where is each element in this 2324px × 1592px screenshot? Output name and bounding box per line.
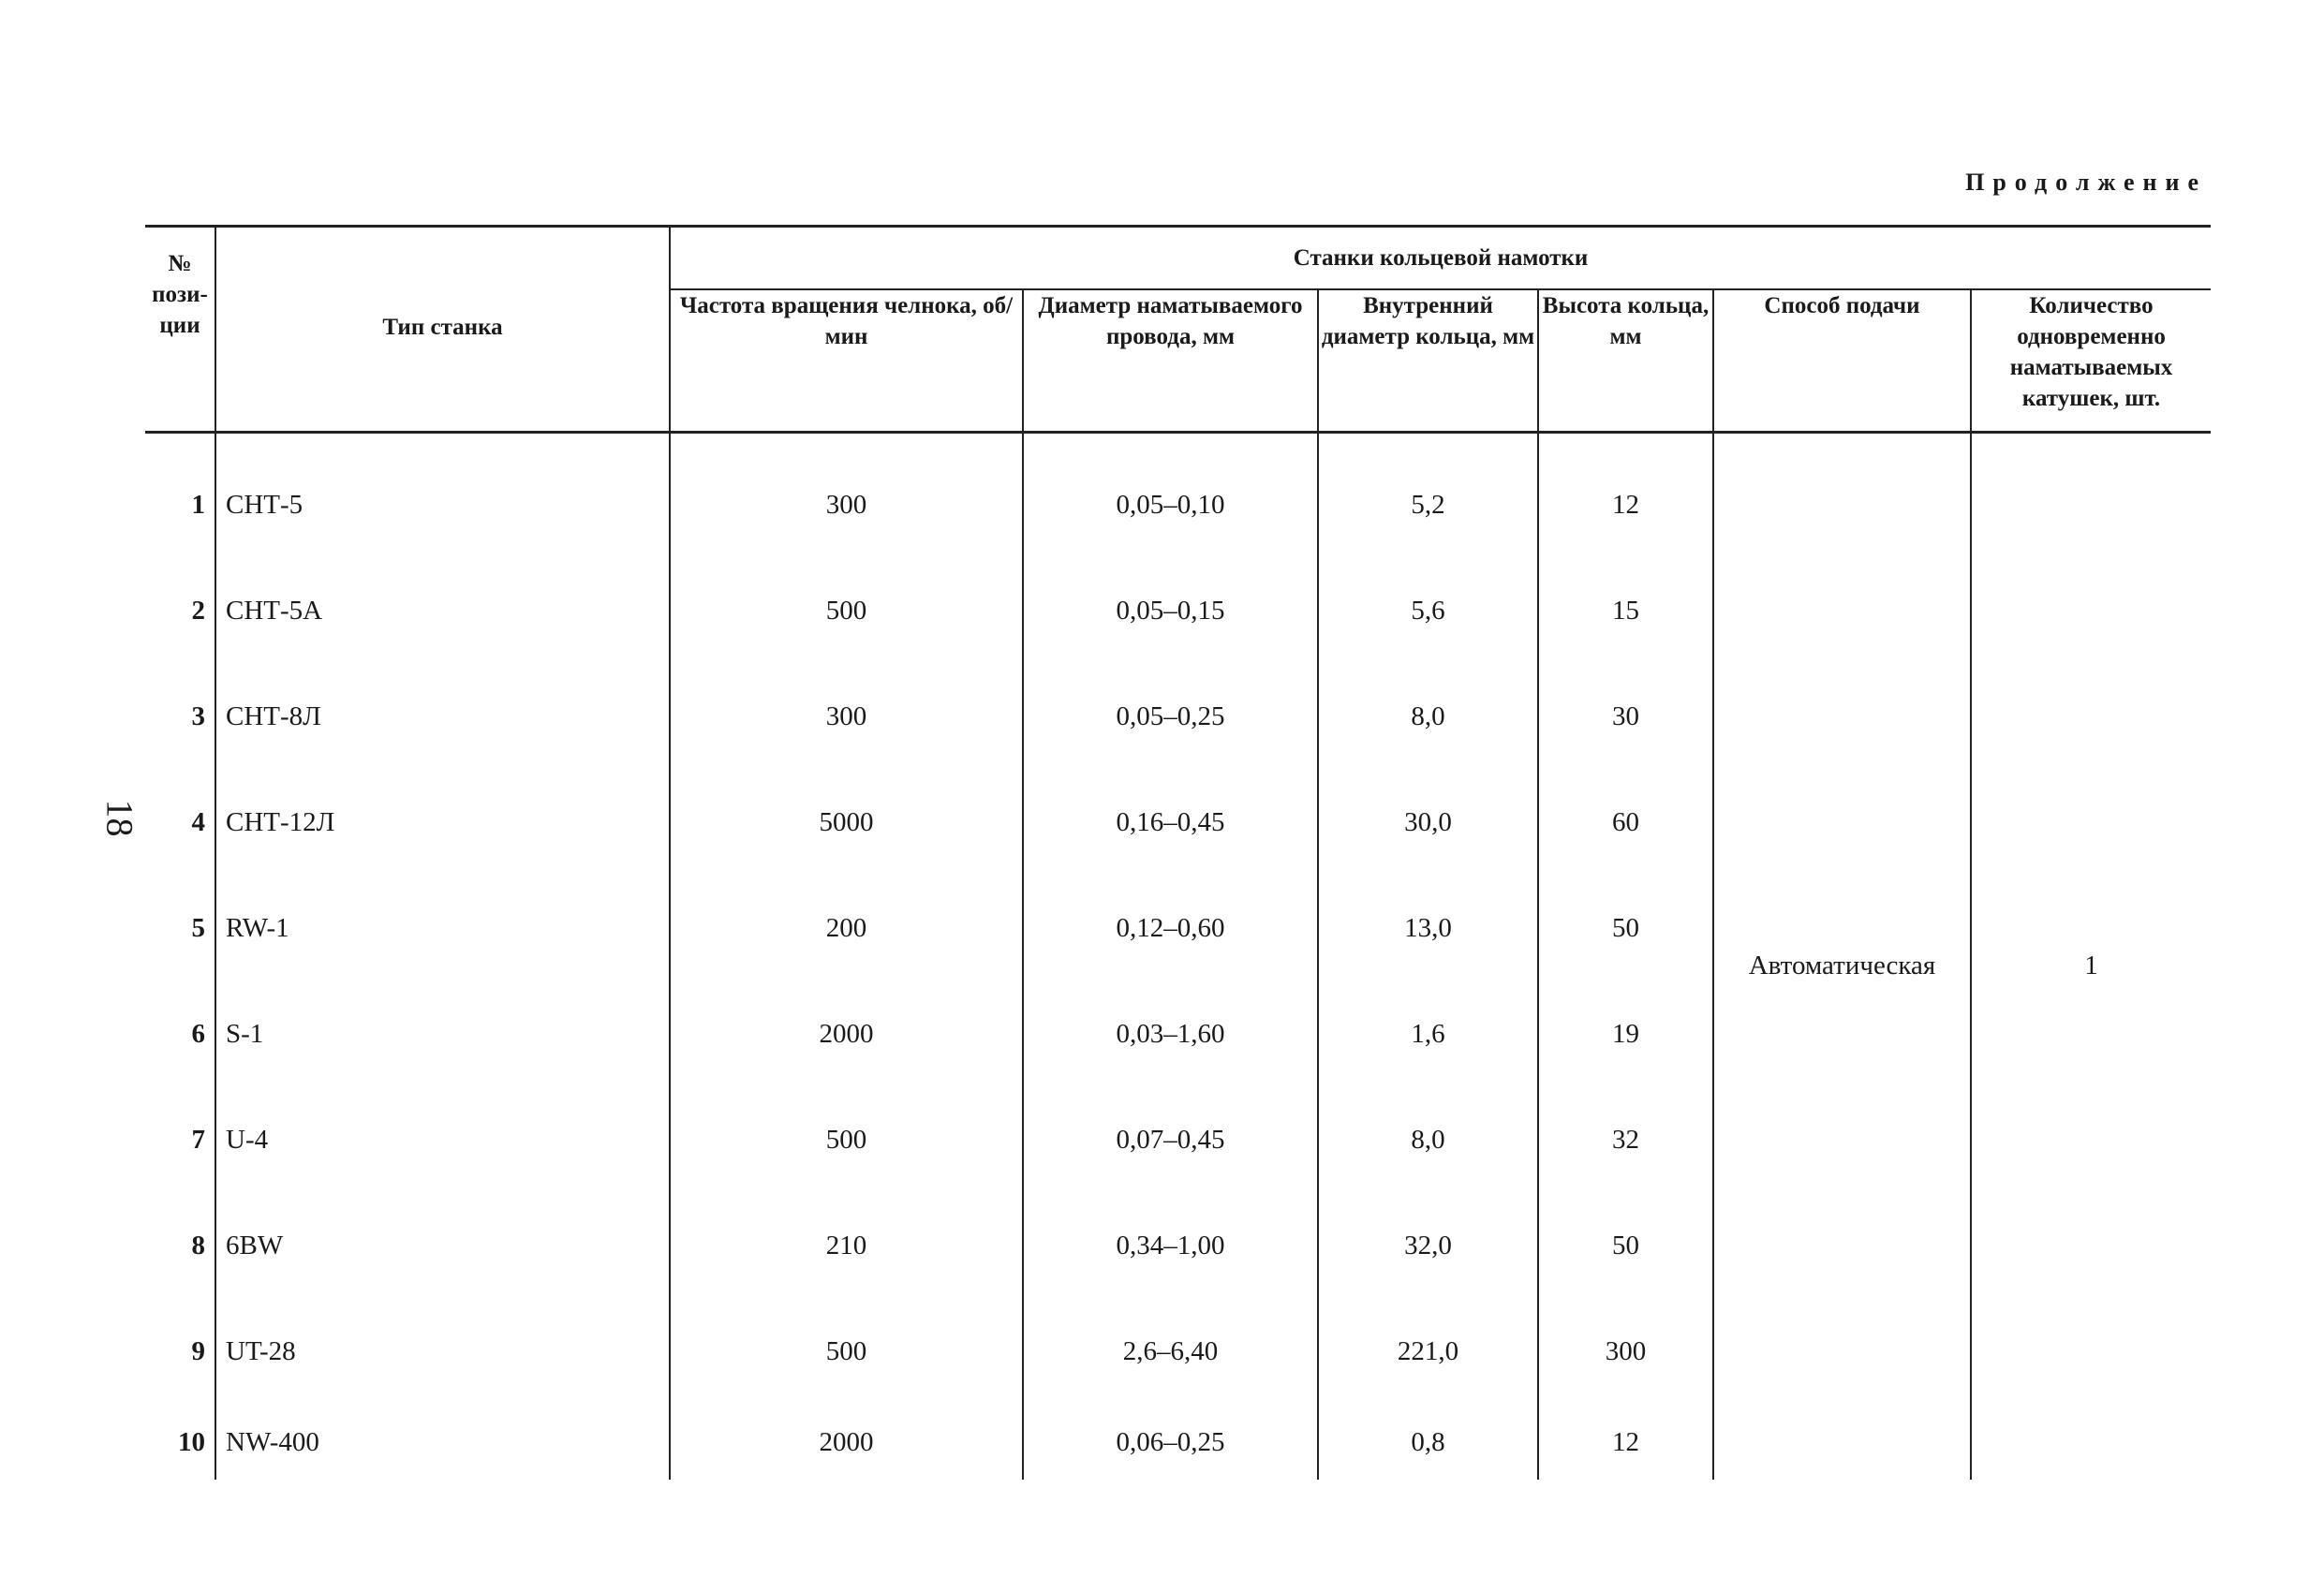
cell-ring-height: 60 <box>1538 770 1713 876</box>
cell-machine-type: S-1 <box>215 981 670 1087</box>
cell-ring-height: 50 <box>1538 1193 1713 1299</box>
cell-wire-diameter: 0,34–1,00 <box>1023 1193 1318 1299</box>
header-inner-diameter: Внутренний диаметр кольца, мм <box>1318 289 1538 433</box>
cell-ring-height: 19 <box>1538 981 1713 1087</box>
cell-ring-height: 30 <box>1538 664 1713 770</box>
cell-ring-height: 300 <box>1538 1299 1713 1405</box>
cell-position-no: 6 <box>191 1019 205 1049</box>
cell-inner-diameter: 32,0 <box>1318 1193 1538 1299</box>
header-position-no: № пози-ции <box>145 227 215 433</box>
cell-position-no: 5 <box>191 913 205 943</box>
cell-rotation-speed: 300 <box>670 433 1023 559</box>
table-row <box>145 433 2211 559</box>
cell-inner-diameter: 221,0 <box>1318 1299 1538 1405</box>
cell-rotation-speed: 2000 <box>670 981 1023 1087</box>
cell-ring-height: 32 <box>1538 1087 1713 1193</box>
header-feed-method: Способ подачи <box>1713 289 1971 433</box>
cell-wire-diameter: 0,05–0,10 <box>1023 433 1318 559</box>
cell-rotation-speed: 210 <box>670 1193 1023 1299</box>
cell-wire-diameter: 0,12–0,60 <box>1023 876 1318 981</box>
machines-table <box>145 225 2211 1480</box>
cell-ring-height: 12 <box>1538 1405 1713 1480</box>
cell-rotation-speed: 500 <box>670 1299 1023 1405</box>
cell-wire-diameter: 0,06–0,25 <box>1023 1405 1318 1480</box>
cell-position-no: 9 <box>191 1336 205 1366</box>
table-body <box>145 433 2211 1481</box>
continuation-label: Продолжение <box>1965 169 2207 196</box>
cell-position-no: 8 <box>191 1231 205 1260</box>
page-number: 18 <box>98 799 141 837</box>
cell-inner-diameter: 5,6 <box>1318 558 1538 664</box>
cell-inner-diameter: 1,6 <box>1318 981 1538 1087</box>
cell-position-no: 7 <box>191 1125 205 1155</box>
cell-position-no: 4 <box>191 807 205 837</box>
cell-machine-type: СНТ-12Л <box>215 770 670 876</box>
cell-rotation-speed: 300 <box>670 664 1023 770</box>
cell-machine-type: NW-400 <box>215 1405 670 1480</box>
cell-wire-diameter: 0,05–0,15 <box>1023 558 1318 664</box>
cell-position-no: 3 <box>191 701 205 731</box>
cell-machine-type: СНТ-5А <box>215 558 670 664</box>
cell-rotation-speed: 500 <box>670 558 1023 664</box>
cell-machine-type: СНТ-5 <box>215 433 670 559</box>
cell-ring-height: 50 <box>1538 876 1713 981</box>
cell-inner-diameter: 30,0 <box>1318 770 1538 876</box>
cell-machine-type: RW-1 <box>215 876 670 981</box>
cell-machine-type: СНТ-8Л <box>215 664 670 770</box>
cell-wire-diameter: 0,16–0,45 <box>1023 770 1318 876</box>
cell-machine-type: 6BW <box>215 1193 670 1299</box>
cell-wire-diameter: 0,05–0,25 <box>1023 664 1318 770</box>
header-wire-diameter: Диаметр наматываемого провода, мм <box>1023 289 1318 433</box>
cell-machine-type: UT-28 <box>215 1299 670 1405</box>
cell-machine-type: U-4 <box>215 1087 670 1193</box>
cell-inner-diameter: 13,0 <box>1318 876 1538 981</box>
table-header <box>145 227 2211 433</box>
cell-position-no: 10 <box>178 1426 205 1457</box>
cell-coil-count: 1 <box>1971 433 2211 1481</box>
cell-ring-height: 12 <box>1538 433 1713 559</box>
cell-inner-diameter: 0,8 <box>1318 1405 1538 1480</box>
cell-rotation-speed: 200 <box>670 876 1023 981</box>
header-group-ring-winding: Станки кольцевой намотки <box>670 227 2211 290</box>
header-ring-height: Высота кольца, мм <box>1538 289 1713 433</box>
cell-rotation-speed: 2000 <box>670 1405 1023 1480</box>
cell-inner-diameter: 8,0 <box>1318 1087 1538 1193</box>
header-rotation-speed: Частота вращения челнока, об/мин <box>670 289 1023 433</box>
cell-position-no: 2 <box>191 596 205 626</box>
cell-wire-diameter: 2,6–6,40 <box>1023 1299 1318 1405</box>
cell-wire-diameter: 0,07–0,45 <box>1023 1087 1318 1193</box>
header-machine-type: Тип станка <box>215 227 670 433</box>
cell-feed-method: Автоматическая <box>1713 433 1971 1481</box>
cell-inner-diameter: 8,0 <box>1318 664 1538 770</box>
header-coil-count: Количество одновременно наматываемых катушек, шт. <box>1971 289 2211 433</box>
cell-inner-diameter: 5,2 <box>1318 433 1538 559</box>
cell-wire-diameter: 0,03–1,60 <box>1023 981 1318 1087</box>
cell-ring-height: 15 <box>1538 558 1713 664</box>
cell-rotation-speed: 500 <box>670 1087 1023 1193</box>
cell-rotation-speed: 5000 <box>670 770 1023 876</box>
cell-position-no: 1 <box>191 490 205 520</box>
